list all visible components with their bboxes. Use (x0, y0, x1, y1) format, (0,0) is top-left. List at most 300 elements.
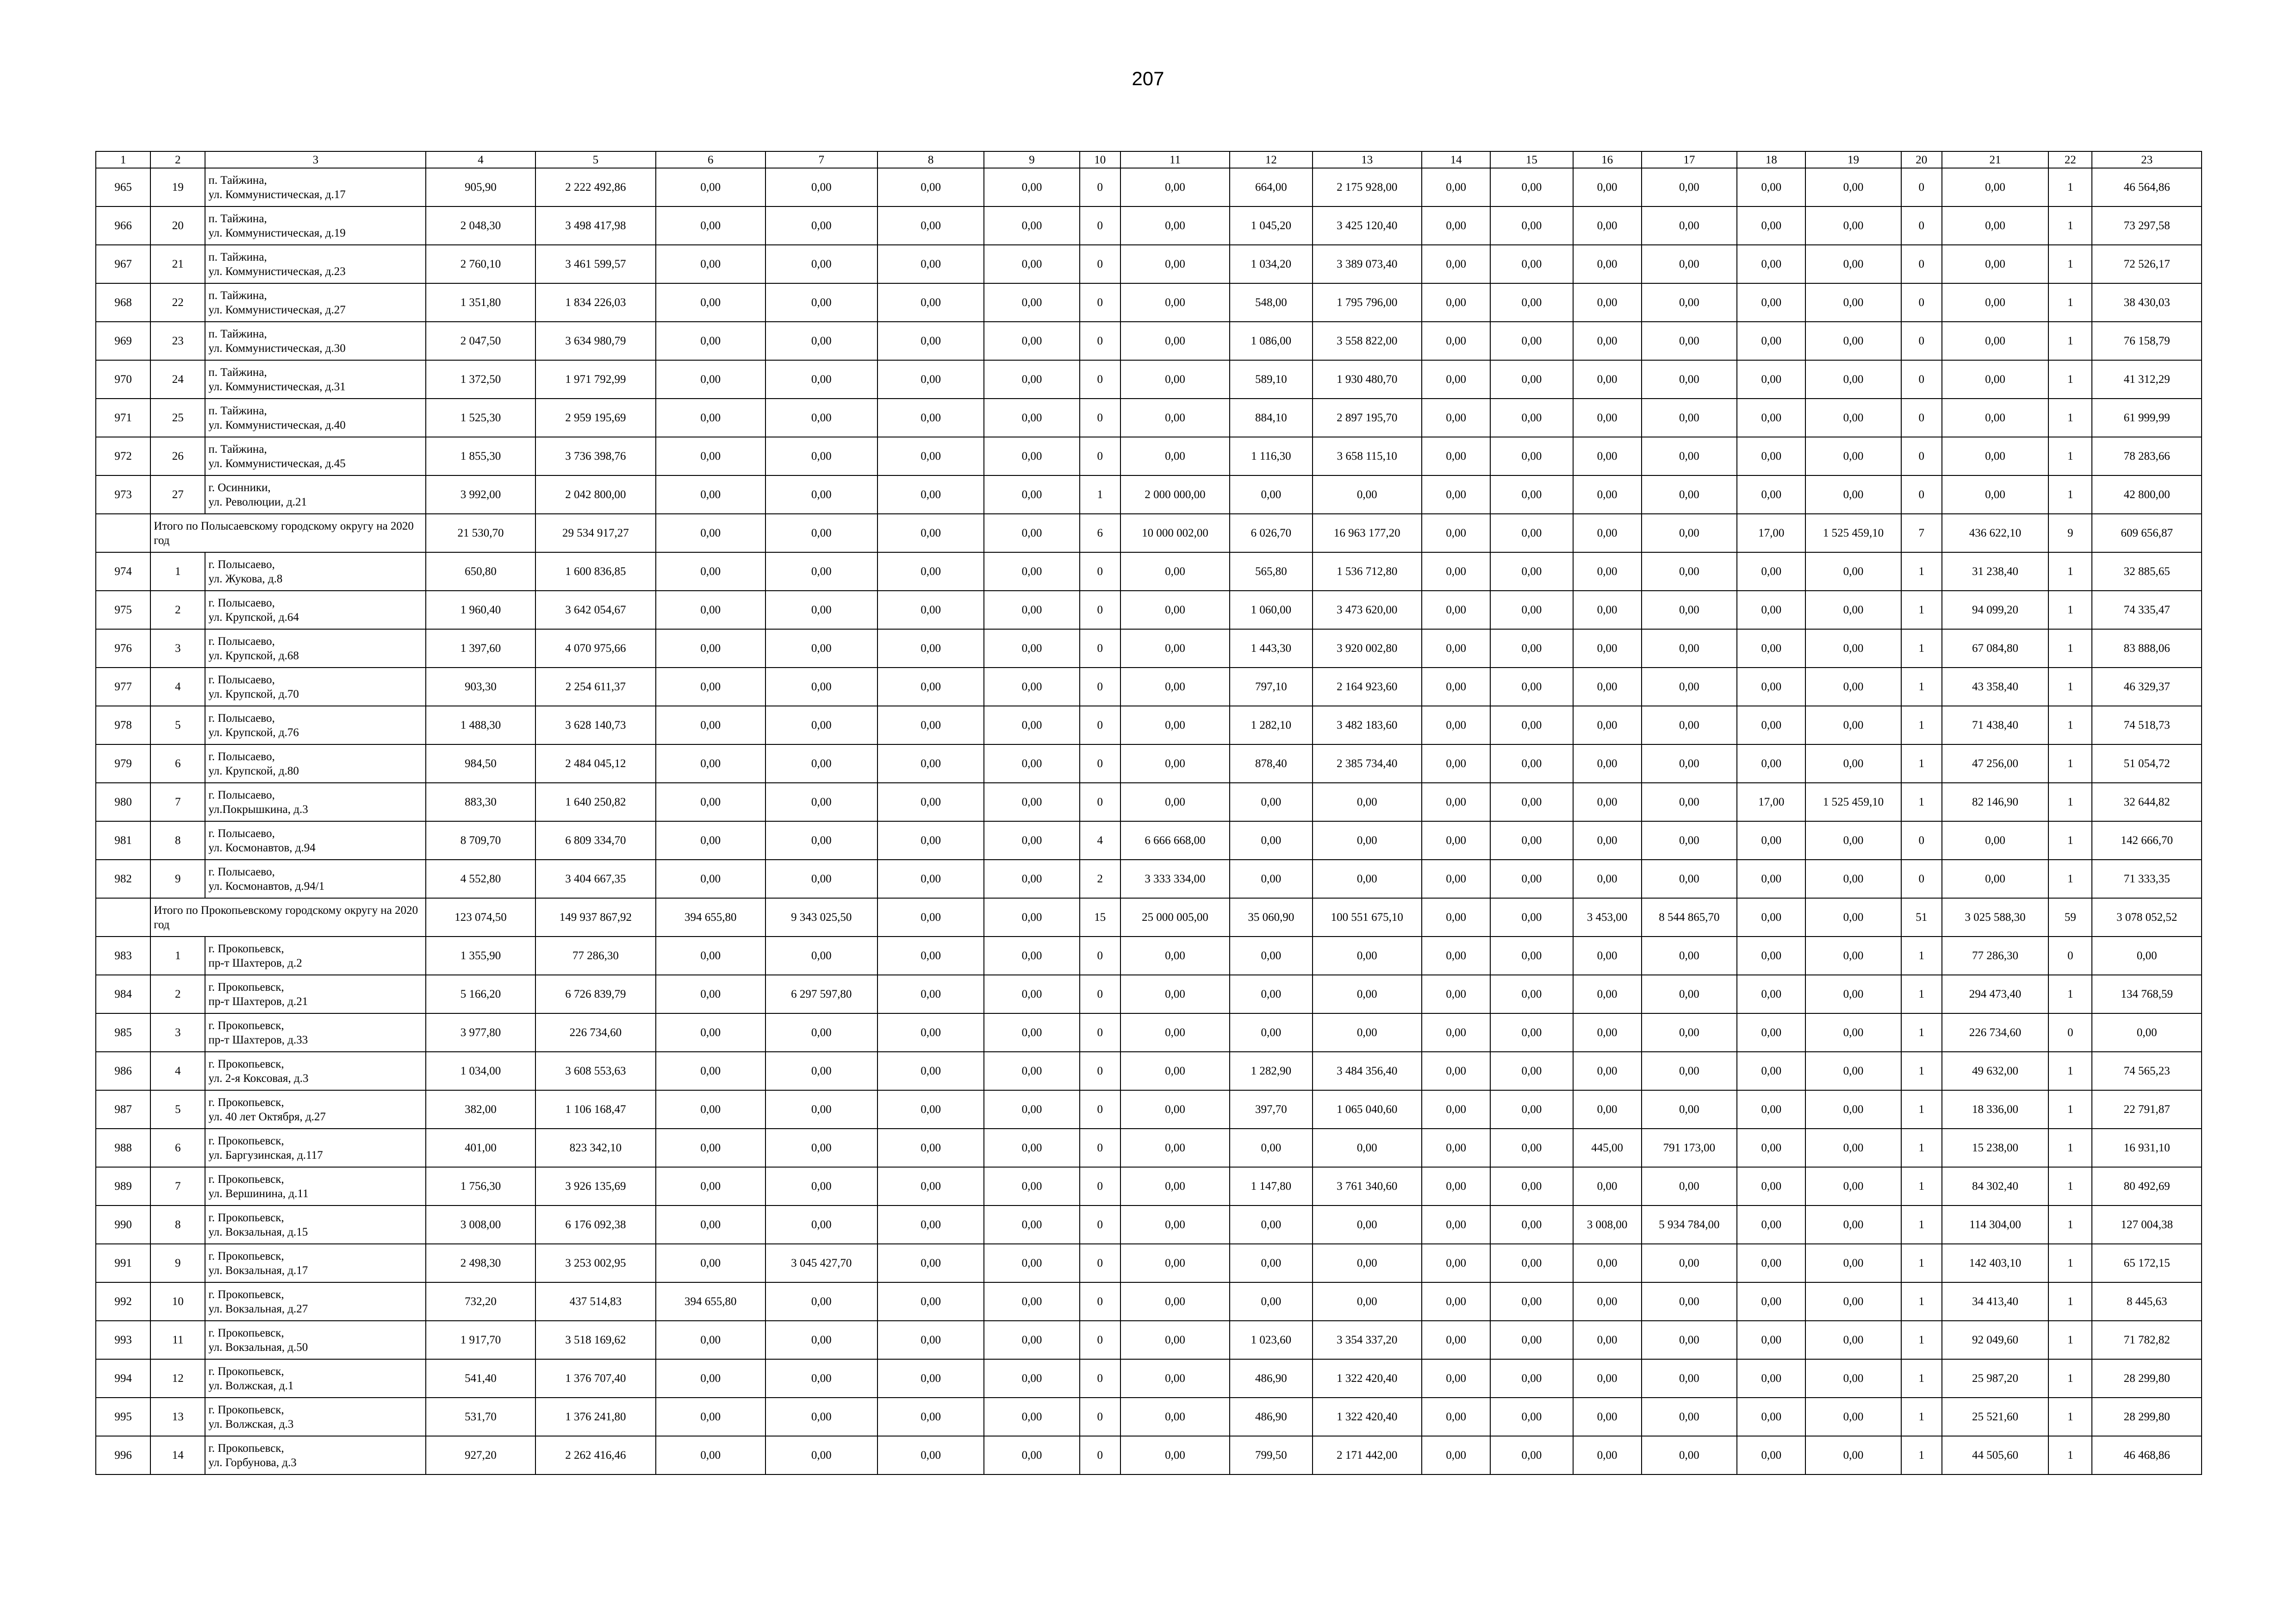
value-cell: 0,00 (1805, 744, 1901, 783)
value-cell: 0,00 (1805, 1052, 1901, 1090)
value-cell: 2 262 416,46 (535, 1436, 656, 1474)
value-cell: 43 358,40 (1942, 668, 2048, 706)
value-cell: 0,00 (1490, 245, 1573, 283)
value-cell: 9 343 025,50 (765, 898, 877, 937)
column-number-cell: 7 (765, 151, 877, 168)
value-cell: 0 (1080, 1167, 1120, 1206)
address-locality: г. Полысаево, (208, 635, 275, 648)
value-cell: 0 (1080, 629, 1120, 668)
value-cell: 0,00 (1490, 1206, 1573, 1244)
value-cell: 0,00 (656, 1052, 765, 1090)
value-cell: 2 484 045,12 (535, 744, 656, 783)
value-cell: 0,00 (1737, 937, 1805, 975)
row-index: 4 (150, 1052, 205, 1090)
value-cell: 0,00 (765, 1359, 877, 1398)
value-cell: 0,00 (1422, 783, 1490, 821)
value-cell: 0,00 (984, 1282, 1079, 1321)
value-cell: 541,40 (426, 1359, 535, 1398)
value-cell: 74 518,73 (2092, 706, 2202, 744)
value-cell: 0,00 (877, 1436, 984, 1474)
value-cell: 0,00 (765, 399, 877, 437)
value-cell: 650,80 (426, 552, 535, 591)
column-number-cell: 6 (656, 151, 765, 168)
value-cell: 905,90 (426, 168, 535, 206)
row-index: 22 (150, 283, 205, 322)
value-cell: 0,00 (1230, 1013, 1312, 1052)
address-locality: п. Тайжина, (208, 366, 267, 379)
value-cell: 0,00 (1422, 245, 1490, 283)
address-cell (205, 821, 426, 860)
value-cell: 0,00 (765, 245, 877, 283)
value-cell: 0 (1080, 206, 1120, 245)
value-cell: 0,00 (984, 437, 1079, 475)
value-cell: 1 (1901, 668, 1942, 706)
value-cell: 0 (1901, 399, 1942, 437)
address-street: ул. Коммунистическая, д.23 (208, 265, 346, 278)
address-locality: г. Полысаево, (208, 673, 275, 686)
column-number-cell: 21 (1942, 151, 2048, 168)
value-cell: 0,00 (1573, 1398, 1642, 1436)
value-cell: 0,00 (1573, 1321, 1642, 1359)
value-cell: 0,00 (1573, 783, 1642, 821)
value-cell: 0,00 (1422, 1206, 1490, 1244)
value-cell: 397,70 (1230, 1090, 1312, 1129)
value-cell: 1 525 459,10 (1805, 514, 1901, 552)
value-cell: 0,00 (1737, 552, 1805, 591)
address-locality: г. Полысаево, (208, 712, 275, 725)
value-cell: 0,00 (1805, 245, 1901, 283)
address-cell (205, 283, 426, 322)
value-cell: 0,00 (765, 783, 877, 821)
table-row (96, 860, 2202, 898)
value-cell: 0,00 (656, 322, 765, 360)
value-cell: 74 565,23 (2092, 1052, 2202, 1090)
value-cell: 0,00 (984, 1167, 1079, 1206)
value-cell: 3 453,00 (1573, 898, 1642, 937)
value-cell: 0,00 (1642, 475, 1737, 514)
value-cell: 0 (1080, 1129, 1120, 1167)
value-cell: 0,00 (1422, 821, 1490, 860)
value-cell: 0,00 (1737, 1359, 1805, 1398)
value-cell: 3 404 667,35 (535, 860, 656, 898)
value-cell: 0,00 (656, 1359, 765, 1398)
value-cell: 0,00 (877, 1129, 984, 1167)
value-cell: 0,00 (984, 1129, 1079, 1167)
value-cell: 3 628 140,73 (535, 706, 656, 744)
value-cell: 0,00 (1422, 1321, 1490, 1359)
value-cell: 0,00 (765, 206, 877, 245)
column-number-cell: 12 (1230, 151, 1312, 168)
address-street: пр-т Шахтеров, д.2 (208, 956, 302, 969)
value-cell: 0,00 (1942, 245, 2048, 283)
value-cell: 0,00 (1805, 399, 1901, 437)
value-cell: 0,00 (765, 552, 877, 591)
value-cell: 0,00 (984, 1398, 1079, 1436)
address-locality: г. Прокопьевск, (208, 1096, 284, 1109)
address-cell (205, 322, 426, 360)
value-cell: 0,00 (1805, 1321, 1901, 1359)
value-cell: 0,00 (656, 591, 765, 629)
value-cell: 0,00 (1573, 591, 1642, 629)
value-cell: 0,00 (877, 475, 984, 514)
value-cell: 100 551 675,10 (1313, 898, 1422, 937)
value-cell: 0,00 (656, 1013, 765, 1052)
value-cell: 0,00 (1490, 898, 1573, 937)
value-cell: 1 (2048, 1206, 2092, 1244)
value-cell: 0 (1901, 437, 1942, 475)
value-cell: 0,00 (1230, 975, 1312, 1013)
value-cell: 0,00 (765, 1090, 877, 1129)
value-cell: 0,00 (1573, 937, 1642, 975)
value-cell: 46 564,86 (2092, 168, 2202, 206)
value-cell: 0,00 (765, 1206, 877, 1244)
column-number-cell: 8 (877, 151, 984, 168)
row-number: 968 (96, 283, 150, 322)
value-cell: 17,00 (1737, 514, 1805, 552)
value-cell: 0,00 (1642, 1244, 1737, 1282)
value-cell: 0,00 (656, 168, 765, 206)
value-cell: 1 756,30 (426, 1167, 535, 1206)
value-cell: 0,00 (1573, 1436, 1642, 1474)
value-cell: 0,00 (1642, 706, 1737, 744)
value-cell: 5 934 784,00 (1642, 1206, 1737, 1244)
value-cell: 0,00 (1313, 475, 1422, 514)
value-cell: 3 518 169,62 (535, 1321, 656, 1359)
value-cell: 565,80 (1230, 552, 1312, 591)
value-cell: 0,00 (1805, 437, 1901, 475)
value-cell: 3 482 183,60 (1313, 706, 1422, 744)
value-cell: 609 656,87 (2092, 514, 2202, 552)
value-cell: 0 (2048, 1013, 2092, 1052)
value-cell: 0,00 (877, 1206, 984, 1244)
value-cell: 1 (1901, 552, 1942, 591)
row-index: 26 (150, 437, 205, 475)
value-cell: 0,00 (1805, 1206, 1901, 1244)
value-cell: 0,00 (877, 322, 984, 360)
value-cell: 2 171 442,00 (1313, 1436, 1422, 1474)
value-cell: 0,00 (1805, 1013, 1901, 1052)
value-cell: 0,00 (1120, 399, 1230, 437)
summary-label: Итого по Прокопьевскому городскому округу на 2020 год (150, 898, 426, 937)
value-cell: 1 (2048, 1167, 2092, 1206)
address-street: пр-т Шахтеров, д.21 (208, 995, 308, 1008)
value-cell: 1 (2048, 668, 2092, 706)
value-cell: 0,00 (1642, 1282, 1737, 1321)
value-cell: 1 (1901, 1282, 1942, 1321)
row-number: 979 (96, 744, 150, 783)
value-cell: 1 (2048, 591, 2092, 629)
value-cell: 0,00 (1422, 1090, 1490, 1129)
value-cell: 486,90 (1230, 1359, 1312, 1398)
value-cell: 0,00 (877, 591, 984, 629)
table-row (96, 475, 2202, 514)
value-cell: 0,00 (1737, 821, 1805, 860)
address-street: ул. Горбунова, д.3 (208, 1456, 297, 1469)
value-cell: 0,00 (1490, 975, 1573, 1013)
value-cell: 134 768,59 (2092, 975, 2202, 1013)
value-cell: 0,00 (877, 283, 984, 322)
value-cell: 0,00 (1642, 399, 1737, 437)
value-cell: 1 (1901, 1167, 1942, 1206)
value-cell: 1 (2048, 475, 2092, 514)
empty-cell (96, 514, 150, 552)
value-cell: 0,00 (1573, 821, 1642, 860)
value-cell: 0,00 (765, 1167, 877, 1206)
value-cell: 0,00 (877, 514, 984, 552)
table-row (96, 1398, 2202, 1436)
address-locality: г. Прокопьевск, (208, 1173, 284, 1186)
value-cell: 445,00 (1573, 1129, 1642, 1167)
row-index: 25 (150, 399, 205, 437)
address-cell (205, 629, 426, 668)
value-cell: 0,00 (1805, 1282, 1901, 1321)
value-cell: 0,00 (877, 1282, 984, 1321)
value-cell: 0,00 (1490, 591, 1573, 629)
value-cell: 80 492,69 (2092, 1167, 2202, 1206)
row-number: 993 (96, 1321, 150, 1359)
value-cell: 0,00 (1573, 860, 1642, 898)
value-cell: 0,00 (1490, 1436, 1573, 1474)
value-cell: 0,00 (1313, 1206, 1422, 1244)
value-cell: 2 (1080, 860, 1120, 898)
value-cell: 1 (1901, 629, 1942, 668)
value-cell: 1 (2048, 1244, 2092, 1282)
address-locality: п. Тайжина, (208, 212, 267, 225)
value-cell: 0,00 (984, 1436, 1079, 1474)
value-cell: 0,00 (984, 1244, 1079, 1282)
value-cell: 0,00 (1737, 168, 1805, 206)
value-cell: 17,00 (1737, 783, 1805, 821)
value-cell: 0,00 (1120, 1206, 1230, 1244)
value-cell: 589,10 (1230, 360, 1312, 399)
value-cell: 1 (2048, 1436, 2092, 1474)
value-cell: 0,00 (1642, 1013, 1737, 1052)
value-cell: 0 (1080, 1436, 1120, 1474)
address-cell (205, 1359, 426, 1398)
value-cell: 1 (1901, 1244, 1942, 1282)
value-cell: 32 885,65 (2092, 552, 2202, 591)
table-row (96, 168, 2202, 206)
value-cell: 0,00 (1942, 168, 2048, 206)
value-cell: 0 (1080, 1244, 1120, 1282)
row-index: 9 (150, 1244, 205, 1282)
value-cell: 0,00 (1805, 937, 1901, 975)
row-number: 966 (96, 206, 150, 245)
value-cell: 0,00 (1120, 1244, 1230, 1282)
value-cell: 65 172,15 (2092, 1244, 2202, 1282)
row-number: 978 (96, 706, 150, 744)
value-cell: 1 065 040,60 (1313, 1090, 1422, 1129)
value-cell: 0,00 (1573, 1013, 1642, 1052)
value-cell: 0,00 (877, 1244, 984, 1282)
value-cell: 0,00 (656, 475, 765, 514)
value-cell: 0,00 (656, 514, 765, 552)
value-cell: 0,00 (1573, 283, 1642, 322)
value-cell: 0,00 (877, 821, 984, 860)
address-cell (205, 1436, 426, 1474)
value-cell: 1 960,40 (426, 591, 535, 629)
value-cell: 0 (1080, 322, 1120, 360)
row-number: 976 (96, 629, 150, 668)
value-cell: 0,00 (765, 1282, 877, 1321)
row-number: 987 (96, 1090, 150, 1129)
address-street: ул. Вокзальная, д.50 (208, 1341, 308, 1354)
row-index: 3 (150, 629, 205, 668)
value-cell: 6 176 092,38 (535, 1206, 656, 1244)
value-cell: 0,00 (656, 1129, 765, 1167)
column-number-cell: 3 (205, 151, 426, 168)
value-cell: 123 074,50 (426, 898, 535, 937)
column-number-cell: 9 (984, 151, 1079, 168)
address-street: пр-т Шахтеров, д.33 (208, 1033, 308, 1046)
value-cell: 0,00 (656, 629, 765, 668)
value-cell: 0,00 (1805, 860, 1901, 898)
value-cell: 0,00 (1642, 322, 1737, 360)
address-street: ул. Вокзальная, д.27 (208, 1302, 308, 1315)
value-cell: 0,00 (984, 1206, 1079, 1244)
value-cell: 294 473,40 (1942, 975, 2048, 1013)
value-cell: 0,00 (1642, 629, 1737, 668)
value-cell: 0,00 (1490, 629, 1573, 668)
value-cell: 1 (2048, 245, 2092, 283)
value-cell: 0,00 (765, 168, 877, 206)
table-row (96, 1244, 2202, 1282)
value-cell: 0,00 (1573, 1090, 1642, 1129)
value-cell: 548,00 (1230, 283, 1312, 322)
value-cell: 823 342,10 (535, 1129, 656, 1167)
table-row (96, 1167, 2202, 1206)
value-cell: 4 (1080, 821, 1120, 860)
value-cell: 2 042 800,00 (535, 475, 656, 514)
table-row (96, 629, 2202, 668)
value-cell: 2 047,50 (426, 322, 535, 360)
value-cell: 0,00 (1230, 1244, 1312, 1282)
value-cell: 0,00 (1642, 437, 1737, 475)
value-cell: 0 (1901, 168, 1942, 206)
value-cell: 0,00 (1120, 206, 1230, 245)
row-number: 969 (96, 322, 150, 360)
value-cell: 1 (2048, 437, 2092, 475)
value-cell: 0,00 (1490, 437, 1573, 475)
value-cell: 1 322 420,40 (1313, 1398, 1422, 1436)
value-cell: 3 761 340,60 (1313, 1167, 1422, 1206)
value-cell: 114 304,00 (1942, 1206, 2048, 1244)
value-cell: 71 782,82 (2092, 1321, 2202, 1359)
value-cell: 0,00 (1573, 1052, 1642, 1090)
value-cell: 59 (2048, 898, 2092, 937)
value-cell: 1 376 241,80 (535, 1398, 656, 1436)
value-cell: 0,00 (1422, 1052, 1490, 1090)
value-cell: 1 525,30 (426, 399, 535, 437)
value-cell: 0,00 (1230, 860, 1312, 898)
address-cell (205, 1167, 426, 1206)
value-cell: 1 086,00 (1230, 322, 1312, 360)
value-cell: 1 (2048, 744, 2092, 783)
value-cell: 1 060,00 (1230, 591, 1312, 629)
address-locality: г. Полысаево, (208, 750, 275, 763)
value-cell: 0,00 (1422, 706, 1490, 744)
value-cell: 0,00 (1642, 245, 1737, 283)
value-cell: 0,00 (984, 206, 1079, 245)
value-cell: 1 397,60 (426, 629, 535, 668)
value-cell: 0,00 (765, 706, 877, 744)
value-cell: 1 (2048, 322, 2092, 360)
summary-label: Итого по Полысаевскому городскому округу на 2020 год (150, 514, 426, 552)
value-cell: 1 (1901, 1013, 1942, 1052)
address-locality: г. Прокопьевск, (208, 1288, 284, 1301)
value-cell: 0,00 (877, 1167, 984, 1206)
value-cell: 0,00 (1573, 514, 1642, 552)
value-cell: 0,00 (1737, 245, 1805, 283)
value-cell: 1 (1901, 1398, 1942, 1436)
value-cell: 21 530,70 (426, 514, 535, 552)
value-cell: 0,00 (984, 937, 1079, 975)
value-cell: 1 640 250,82 (535, 783, 656, 821)
value-cell: 0,00 (1737, 898, 1805, 937)
value-cell: 0,00 (1230, 821, 1312, 860)
table-row (96, 1090, 2202, 1129)
address-cell (205, 1013, 426, 1052)
value-cell: 0,00 (1120, 552, 1230, 591)
value-cell: 0,00 (1573, 744, 1642, 783)
value-cell: 2 175 928,00 (1313, 168, 1422, 206)
value-cell: 0 (1080, 1013, 1120, 1052)
address-street: ул. Крупской, д.76 (208, 726, 299, 739)
address-cell (205, 399, 426, 437)
value-cell: 2 498,30 (426, 1244, 535, 1282)
value-cell: 0,00 (1642, 744, 1737, 783)
value-cell: 0,00 (1805, 552, 1901, 591)
value-cell: 0 (1080, 1282, 1120, 1321)
value-cell: 1 (1901, 744, 1942, 783)
table-row (96, 552, 2202, 591)
value-cell: 1 023,60 (1230, 1321, 1312, 1359)
address-street: ул. Космонавтов, д.94 (208, 841, 316, 854)
value-cell: 0,00 (1942, 475, 2048, 514)
address-locality: п. Тайжина, (208, 250, 267, 263)
value-cell: 0,00 (984, 1090, 1079, 1129)
value-cell: 0,00 (984, 975, 1079, 1013)
value-cell: 3 078 052,52 (2092, 898, 2202, 937)
value-cell: 0,00 (1120, 168, 1230, 206)
value-cell: 0,00 (1805, 1167, 1901, 1206)
value-cell: 25 000 005,00 (1120, 898, 1230, 937)
value-cell: 71 438,40 (1942, 706, 2048, 744)
row-number: 967 (96, 245, 150, 283)
value-cell: 6 666 668,00 (1120, 821, 1230, 860)
value-cell: 1 525 459,10 (1805, 783, 1901, 821)
address-locality: г. Прокопьевск, (208, 1134, 284, 1147)
value-cell: 0,00 (1737, 744, 1805, 783)
value-cell: 0,00 (1120, 1398, 1230, 1436)
value-cell: 77 286,30 (535, 937, 656, 975)
value-cell: 1 930 480,70 (1313, 360, 1422, 399)
value-cell: 0,00 (984, 322, 1079, 360)
address-cell (205, 1282, 426, 1321)
value-cell: 0,00 (877, 937, 984, 975)
value-cell: 0,00 (1573, 1244, 1642, 1282)
value-cell: 0,00 (1573, 552, 1642, 591)
value-cell: 0,00 (1737, 399, 1805, 437)
value-cell: 0,00 (1490, 706, 1573, 744)
value-cell: 1 (1901, 1129, 1942, 1167)
value-cell: 1 045,20 (1230, 206, 1312, 245)
value-cell: 0,00 (1642, 1321, 1737, 1359)
value-cell: 0,00 (656, 744, 765, 783)
row-index: 8 (150, 821, 205, 860)
value-cell: 0,00 (1737, 206, 1805, 245)
address-street: ул. Коммунистическая, д.45 (208, 457, 346, 470)
